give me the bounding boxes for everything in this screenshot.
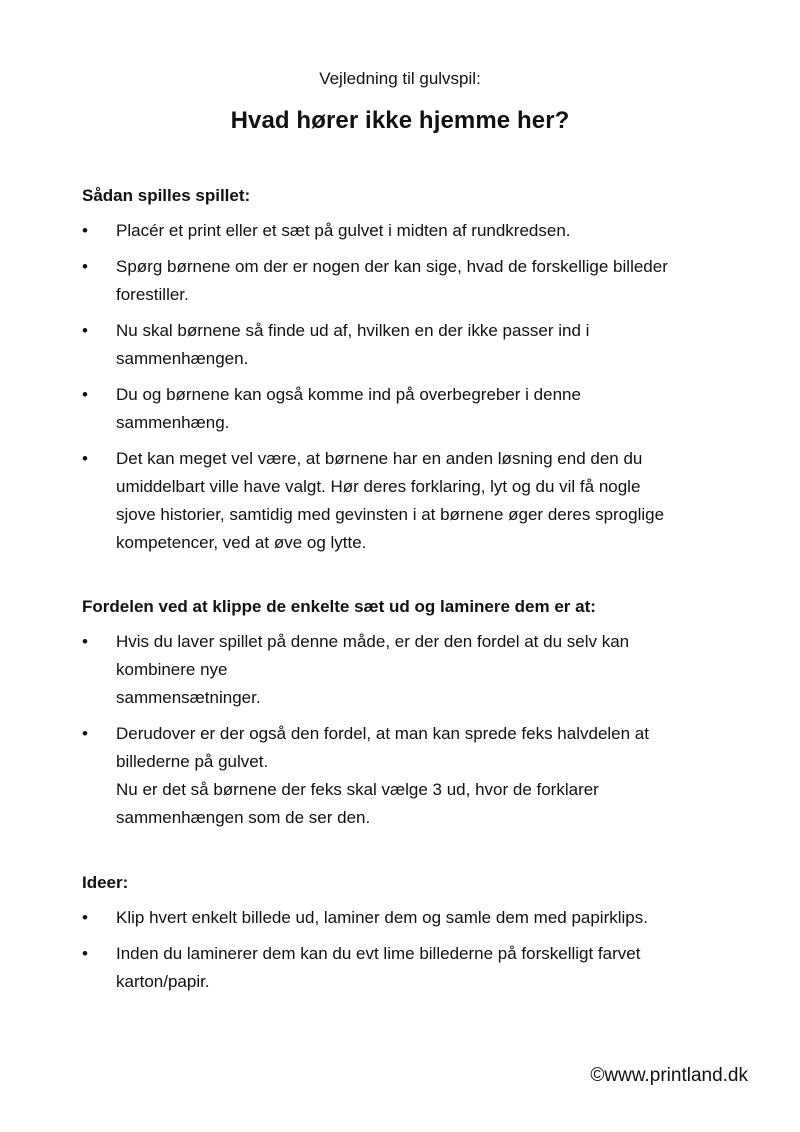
list-item-text: Hvis du laver spillet på denne måde, er der den fordel at du selv kan (116, 632, 630, 651)
list-item (82, 217, 722, 245)
list-item-text: sammenhæng. (116, 413, 230, 432)
footer-copyright: ©www.printland.dk (590, 1065, 748, 1086)
bullet-icon: • (82, 385, 88, 404)
bullet-list (82, 904, 722, 996)
list-item (82, 381, 722, 437)
bullet-list (82, 628, 722, 832)
list-item-text: Placér et print eller et sæt på gulvet i midten af rundkredsen. (116, 221, 571, 240)
list-item-text: billederne på gulvet. (116, 752, 269, 771)
document-title: Hvad hører ikke hjemme her? (230, 107, 570, 134)
bullet-icon: • (82, 321, 88, 340)
list-item-text: sammensætninger. (116, 688, 261, 707)
list-item-text: kompetencer, ved at øve og lytte. (116, 533, 367, 552)
list-item (82, 720, 722, 832)
bullet-icon: • (82, 908, 88, 927)
bullet-icon: • (82, 221, 88, 240)
bullet-icon: • (82, 632, 88, 651)
list-item-text: Nu skal børnene så finde ud af, hvilken en der ikke passer ind i (116, 321, 590, 340)
section-heading: Ideer: (82, 873, 129, 892)
list-item-text: karton/papir. (116, 972, 210, 991)
list-item (82, 445, 722, 557)
list-item-text: Det kan meget vel være, at børnene har en anden løsning end den du (116, 449, 643, 468)
section-advantages (82, 595, 722, 840)
list-item-text: sjove historier, samtidig med gevinsten i at børnene øger deres sproglige (116, 505, 665, 524)
list-item-text: Inden du laminerer dem kan du evt lime billederne på forskelligt farvet (116, 944, 641, 963)
document-subtitle: Vejledning til gulvspil: (319, 69, 481, 88)
list-item (82, 253, 722, 309)
list-item-text: kombinere nye (116, 660, 228, 679)
list-item-text: Derudover er der også den fordel, at man kan sprede feks halvdelen at (116, 724, 649, 743)
bullet-icon: • (82, 257, 88, 276)
section-heading: Fordelen ved at klippe de enkelte sæt ud og laminere dem er at: (82, 597, 596, 616)
list-item-text: Du og børnene kan også komme ind på overbegreber i denne (116, 385, 581, 404)
section-how-to-play (82, 184, 722, 565)
list-item-text: sammenhængen som de ser den. (116, 808, 371, 827)
bullet-icon: • (82, 449, 88, 468)
list-item-text: Spørg børnene om der er nogen der kan sige, hvad de forskellige billeder (116, 257, 668, 276)
list-item (82, 317, 722, 373)
list-item (82, 628, 722, 712)
bullet-list (82, 217, 722, 557)
list-item-text: Nu er det så børnene der feks skal vælge 3 ud, hvor de forklarer (116, 780, 599, 799)
list-item (82, 940, 722, 996)
bullet-icon: • (82, 724, 88, 743)
section-heading: Sådan spilles spillet: (82, 186, 251, 205)
bullet-icon: • (82, 944, 88, 963)
list-item (82, 904, 722, 932)
section-ideas (82, 871, 722, 1004)
list-item-text: sammenhængen. (116, 349, 249, 368)
list-item-text: Klip hvert enkelt billede ud, laminer dem og samle dem med papirklips. (116, 908, 648, 927)
list-item-text: forestiller. (116, 285, 189, 304)
list-item-text: umiddelbart ville have valgt. Hør deres forklaring, lyt og du vil få nogle (116, 477, 641, 496)
